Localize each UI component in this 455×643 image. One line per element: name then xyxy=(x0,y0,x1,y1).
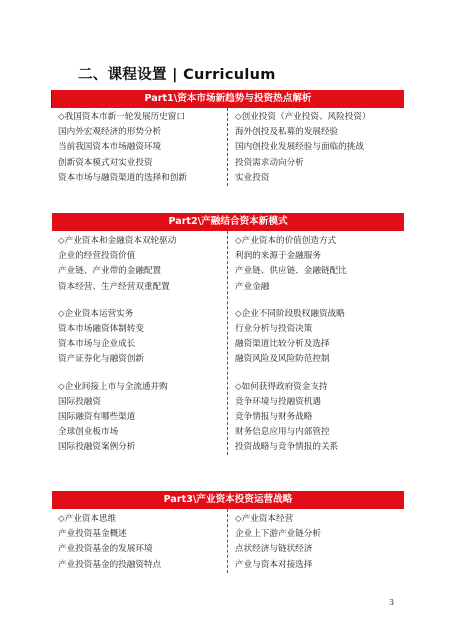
part2-banner: Part2\产融结合资本新模式 xyxy=(52,213,404,231)
list-item: 企业上下游产业链分析 xyxy=(235,529,321,540)
list-item: ◇创业投资（产业投资、风险投资） xyxy=(235,112,371,122)
list-item: 资本市场融资体制转变 xyxy=(58,323,144,334)
part3-right-column xyxy=(228,512,404,573)
list-item: 行业分析与投资决策 xyxy=(235,323,313,334)
list-item: 国际投融资案例分析 xyxy=(58,442,136,453)
list-item: 产业投资基金的投融资特点 xyxy=(58,559,162,570)
list-item: ◇产业资本和金融资本双轮驱动 xyxy=(58,236,177,246)
list-item: 国内外宏观经济的形势分析 xyxy=(58,127,162,138)
list-item: 产业链、供应链、金融链配比 xyxy=(235,266,347,277)
list-item: ◇产业资本思维 xyxy=(58,514,117,524)
part3-grid xyxy=(52,509,404,573)
part1-left-column xyxy=(52,110,228,186)
list-item: 当前我国资本市场融资环境 xyxy=(58,142,162,153)
list-item: ◇企业间接上市与全流通并购 xyxy=(58,381,168,392)
list-item: 竞争环境与投融资机遇 xyxy=(235,396,321,407)
list-item: 实业投资 xyxy=(235,172,270,183)
list-item: 投资需求动向分析 xyxy=(235,157,304,168)
list-item: ◇企业资本运营实务 xyxy=(58,308,134,319)
list-item: 点状经济与链状经济 xyxy=(235,544,313,555)
part3-left-column xyxy=(52,512,228,573)
list-item: 融资渠道比较分析及选择 xyxy=(235,339,330,350)
part3-section xyxy=(52,491,404,573)
list-item: 利润的来源于金融服务 xyxy=(235,251,321,262)
list-item: 资产证券化与融资创新 xyxy=(58,354,144,365)
list-item: 财务信息应用与内部管控 xyxy=(235,427,330,438)
list-item: 产业投资基金概述 xyxy=(58,529,127,540)
list-item: 资本经营、生产经营双重配置 xyxy=(58,281,170,292)
part1-banner: Part1\资本市场新趋势与投资热点解析 xyxy=(52,90,404,108)
part2-left-column xyxy=(52,234,228,455)
part1-right-column xyxy=(228,110,404,186)
list-item: 资本市场与融资渠道的选择和创新 xyxy=(58,172,187,183)
list-item: 产业链、产业带的金融配置 xyxy=(58,266,162,277)
list-item: 全球创业板市场 xyxy=(58,427,119,438)
list-item: 投资战略与竞争情报的关系 xyxy=(235,442,339,453)
list-item: 资本市场与企业成长 xyxy=(58,339,136,350)
part3-banner: Part3\产业资本投资运营战略 xyxy=(52,491,404,509)
list-item: 竞争情报与财务战略 xyxy=(235,411,313,422)
list-item: 创新资本模式对实业投资 xyxy=(58,157,153,168)
list-item: ◇如何获得政府资金支持 xyxy=(235,381,328,392)
list-item: 国内创投业发展经验与面临的挑战 xyxy=(235,142,364,153)
list-item: 产业投资基金的发展环境 xyxy=(58,544,153,555)
page-title: 二、课程设置 | Curriculum xyxy=(78,67,276,83)
list-item: 企业的经营投资价值 xyxy=(58,251,136,262)
list-item: ◇产业资本经营 xyxy=(235,514,294,524)
list-item: ◇我国资本市新一轮发展历史窗口 xyxy=(58,112,185,122)
list-item: ◇企业不同阶段股权融资战略 xyxy=(235,308,345,319)
list-item: 国际投融资 xyxy=(58,396,101,407)
part2-section xyxy=(52,213,404,455)
list-item: 产业金融 xyxy=(235,281,270,292)
page-number: 3 xyxy=(389,598,395,607)
list-item: ◇产业资本的价值创造方式 xyxy=(235,236,337,246)
part2-grid xyxy=(52,231,404,455)
part2-right-column xyxy=(228,234,404,455)
list-item: 海外创投及私募的发展经验 xyxy=(235,127,339,138)
part1-grid xyxy=(52,108,404,186)
list-item: 国际融资有哪些渠道 xyxy=(58,411,136,422)
part1-section xyxy=(52,90,404,186)
list-item: 产业与资本对接选择 xyxy=(235,559,313,570)
list-item: 融资风险及风险防范控制 xyxy=(235,354,330,365)
